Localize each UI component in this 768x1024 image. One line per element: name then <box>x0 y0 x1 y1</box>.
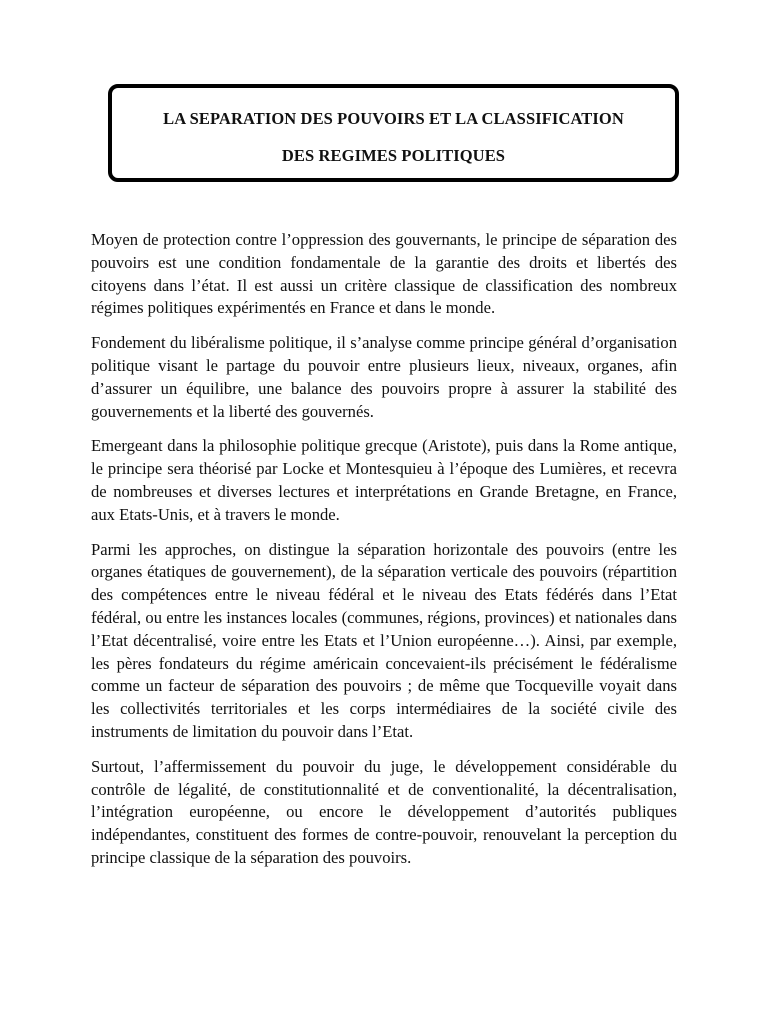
paragraph-4: Parmi les approches, on distingue la séparation horizontale des pouvoirs (entre les organes étatiques de gouvernement), de la séparation verticale des pouvoirs (répartition des compétences entre le niveau fédéral et le niveau des Etats fédérés dans l’Etat fédéral, ou entre les instances locales (communes, régions, provinces) et nationales dans l’Etat décentralisé, voire entre les Etats et l’Union européenne…). Ainsi, par exemple, les pères fondateurs du régime américain concevaient-ils précisément le fédéralisme comme un facteur de séparation des pouvoirs ; de même que Tocqueville voyait dans les collectivités territoriales et les corps intermédiaires de la société civile des instruments de limitation du pouvoir dans l’Etat. <box>91 539 677 741</box>
paragraph-5: Surtout, l’affermissement du pouvoir du juge, le développement considérable du contrôle de légalité, de constitutionnalité et de conventionalité, la décentralisation, l’intégration européenne, ou encore le développement d’autorités publiques indépendantes, constituent des formes de contre-pouvoir, renouvelant la perception du principe classique de la séparation des pouvoirs. <box>91 756 677 867</box>
document-body <box>91 229 677 882</box>
paragraph-3: Emergeant dans la philosophie politique grecque (Aristote), puis dans la Rome antique, le principe sera théorisé par Locke et Montesquieu à l’époque des Lumières, et recevra de nombreuses et diverses lectures et interprétations en Grande Bretagne, en France, aux Etats-Unis, et à travers le monde. <box>91 436 677 524</box>
document-title-line-2: DES REGIMES POLITIQUES <box>281 146 506 165</box>
paragraph-1: Moyen de protection contre l’oppression des gouvernants, le principe de séparation des pouvoirs est une condition fondamentale de la garantie des droits et libertés des citoyens dans l’état. Il est aussi un critère classique de classification des nombreux régimes politiques expérimentés en France et dans le monde. <box>91 230 677 318</box>
paragraph-2: Fondement du libéralisme politique, il s’analyse comme principe général d’organisation politique visant le partage du pouvoir entre plusieurs lieux, niveaux, organes, afin d’assurer un équilibre, une balance des pouvoirs propre à assurer la stabilité des gouvernements et la liberté des gouvernés. <box>91 333 677 421</box>
document-title-line-1: LA SEPARATION DES POUVOIRS ET LA CLASSIFICATION <box>163 109 624 128</box>
title-box <box>108 84 679 182</box>
